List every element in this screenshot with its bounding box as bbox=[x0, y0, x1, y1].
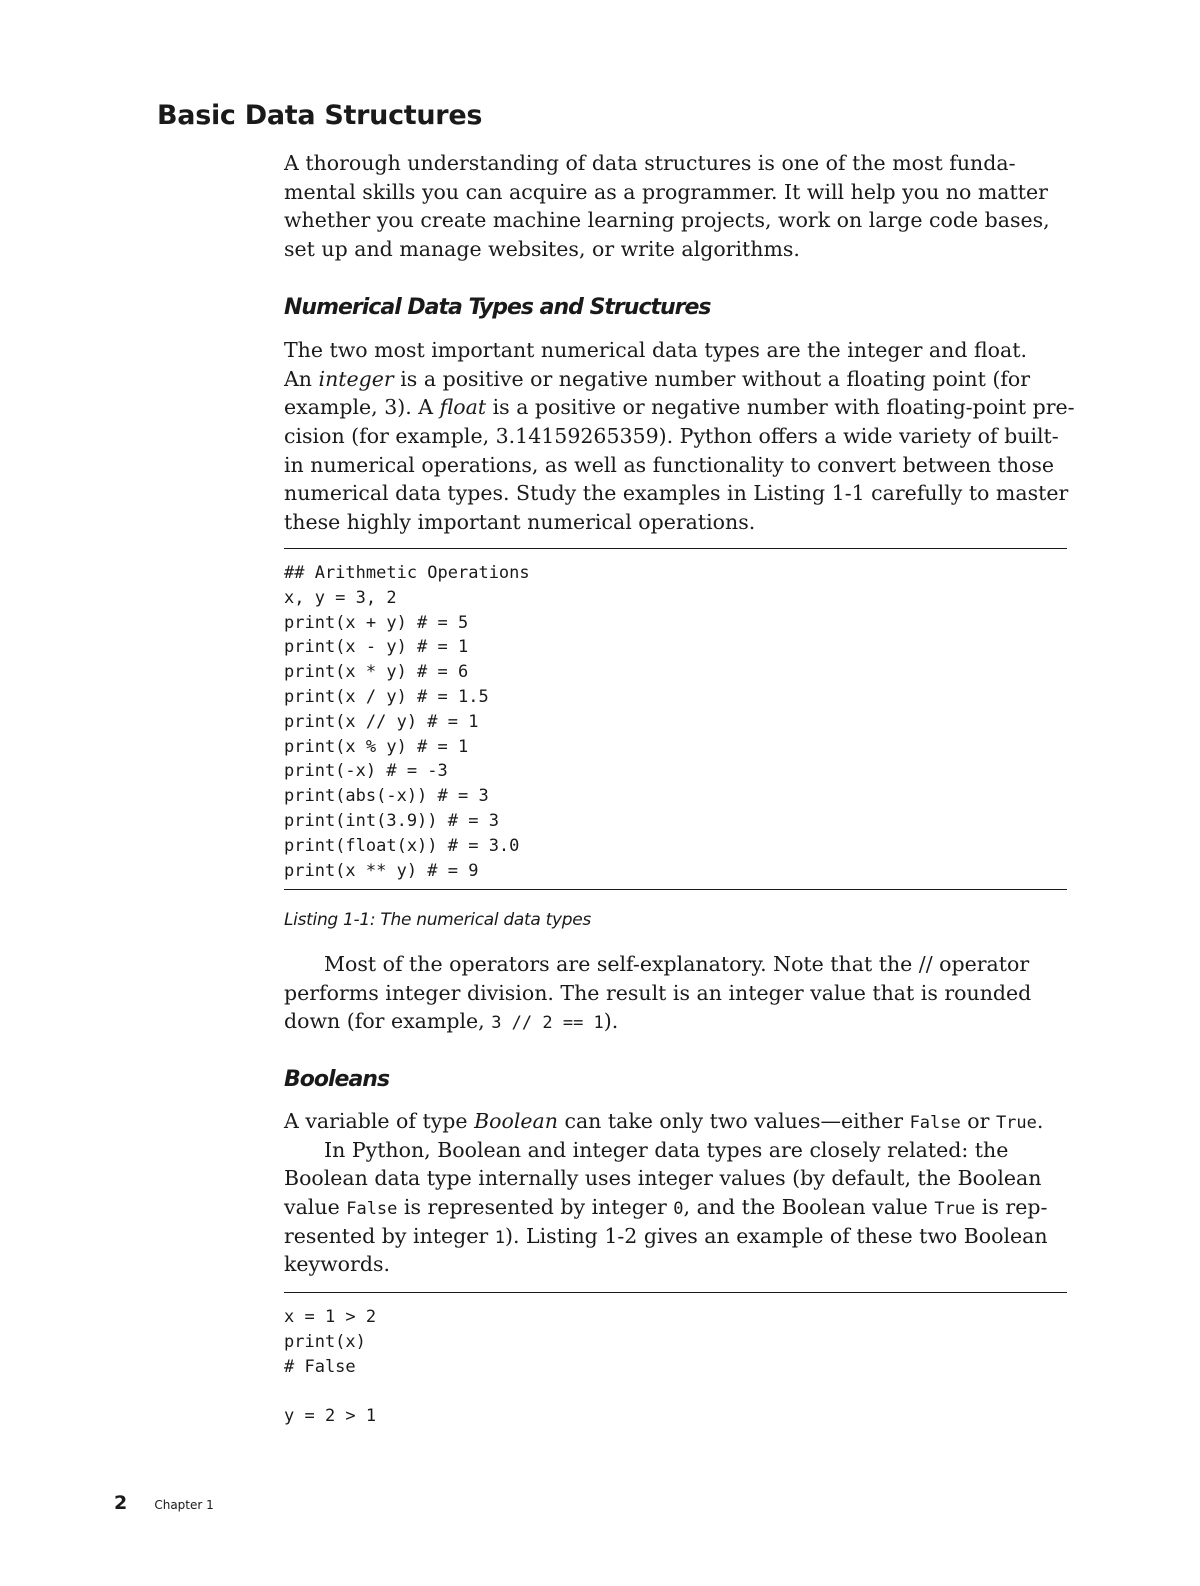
code-line: ## Arithmetic Operations bbox=[284, 563, 530, 583]
booleans-line: In Python, Boolean and integer data types are closely related: the bbox=[324, 1137, 1009, 1162]
numerical-line: these highly important numerical operations. bbox=[284, 510, 756, 535]
text-run: A variable of type bbox=[284, 1109, 475, 1133]
code-line: # False bbox=[284, 1356, 356, 1377]
inline-code: 3 // 2 == 1 bbox=[491, 1013, 604, 1034]
operators-line: performs integer division. The result is an integer value that is rounded bbox=[284, 980, 1032, 1005]
code-line: y = 2 > 1 bbox=[284, 1406, 377, 1427]
inline-code: 1 bbox=[494, 1227, 505, 1248]
code-listing-2 bbox=[284, 1305, 376, 1429]
inline-code: True bbox=[934, 1199, 976, 1220]
intro-line: mental skills you can acquire as a programmer. It will help you no matter bbox=[284, 179, 1048, 204]
text-run: is a positive or negative number with floating-point pre- bbox=[486, 395, 1075, 420]
page-number: 2 bbox=[114, 1492, 128, 1514]
booleans-line bbox=[284, 1193, 1074, 1222]
booleans-line: Boolean data type internally uses integer values (by default, the Boolean bbox=[284, 1166, 1042, 1191]
code-line: print(x / y) # = 1.5 bbox=[284, 686, 489, 707]
text-run: . bbox=[1036, 1109, 1044, 1133]
text-run: example, 3). A bbox=[284, 395, 440, 420]
subheading-numerical: Numerical Data Types and Structures bbox=[284, 295, 711, 320]
intro-line: whether you create machine learning projects, work on large code bases, bbox=[284, 208, 1050, 233]
text-run: is a positive or negative number without a floating point (for bbox=[393, 366, 1031, 391]
inline-code: False bbox=[346, 1199, 398, 1220]
numerical-line: cision (for example, 3.14159265359). Python offers a wide variety of built- bbox=[284, 424, 1059, 449]
listing2-top-rule bbox=[284, 1292, 1067, 1293]
booleans-paragraph bbox=[284, 1107, 1074, 1279]
text-run: , and the Boolean value bbox=[683, 1195, 935, 1220]
operators-line bbox=[284, 1007, 1074, 1036]
inline-code: 0 bbox=[673, 1199, 684, 1220]
text-run: down (for example, bbox=[284, 1009, 492, 1034]
numerical-paragraph bbox=[284, 336, 1074, 537]
term-float: float bbox=[439, 395, 487, 420]
numerical-line: The two most important numerical data types are the integer and float. bbox=[284, 338, 1027, 362]
code-line: print(int(3.9)) # = 3 bbox=[284, 810, 499, 831]
code-line: print(-x) # = -3 bbox=[284, 761, 448, 782]
booleans-line: keywords. bbox=[284, 1252, 390, 1277]
numerical-line: numerical data types. Study the examples in Listing 1-1 carefully to master bbox=[284, 481, 1069, 506]
numerical-line bbox=[284, 393, 1074, 422]
code-line: print(x ** y) # = 9 bbox=[284, 860, 479, 881]
booleans-line bbox=[284, 1222, 1074, 1251]
operators-paragraph bbox=[284, 950, 1074, 1036]
text-run: ). bbox=[603, 1009, 619, 1034]
code-line: print(x + y) # = 5 bbox=[284, 612, 469, 633]
page-footer bbox=[114, 1492, 214, 1514]
text-run: is rep- bbox=[975, 1195, 1048, 1220]
text-run: An bbox=[284, 366, 319, 391]
text-run: resented by integer bbox=[284, 1223, 495, 1248]
numerical-line bbox=[284, 365, 1074, 394]
text-run: is represented by integer bbox=[397, 1195, 674, 1220]
term-boolean: Boolean bbox=[474, 1109, 558, 1133]
operators-line: Most of the operators are self-explanatory. Note that the // operator bbox=[324, 952, 1030, 976]
text-run: value bbox=[284, 1195, 347, 1220]
code-line: print(float(x)) # = 3.0 bbox=[284, 835, 520, 856]
listing-top-rule bbox=[284, 548, 1067, 549]
text-run: ). Listing 1-2 gives an example of these two Boolean bbox=[504, 1223, 1048, 1248]
code-line bbox=[284, 1379, 376, 1404]
listing-caption: Listing 1-1: The numerical data types bbox=[284, 910, 591, 930]
code-line: print(abs(-x)) # = 3 bbox=[284, 786, 489, 807]
term-integer: integer bbox=[318, 366, 394, 391]
listing-bottom-rule bbox=[284, 889, 1067, 890]
code-line: print(x % y) # = 1 bbox=[284, 736, 469, 757]
inline-code: False bbox=[909, 1113, 961, 1133]
code-line: print(x) bbox=[284, 1331, 366, 1352]
intro-line: A thorough understanding of data structures is one of the most funda- bbox=[284, 151, 1016, 175]
code-line: print(x - y) # = 1 bbox=[284, 637, 469, 658]
code-line: x, y = 3, 2 bbox=[284, 587, 397, 608]
booleans-line bbox=[284, 1107, 1074, 1136]
code-line: print(x // y) # = 1 bbox=[284, 711, 479, 732]
numerical-line: in numerical operations, as well as functionality to convert between those bbox=[284, 452, 1055, 477]
code-listing-1 bbox=[284, 561, 530, 883]
text-run: or bbox=[960, 1109, 996, 1133]
code-line: x = 1 > 2 bbox=[284, 1307, 377, 1327]
chapter-label: Chapter 1 bbox=[154, 1498, 214, 1512]
subheading-booleans: Booleans bbox=[284, 1067, 390, 1092]
section-heading: Basic Data Structures bbox=[157, 100, 483, 131]
text-run: can take only two values—either bbox=[557, 1109, 910, 1133]
intro-line: set up and manage websites, or write algorithms. bbox=[284, 237, 800, 262]
code-line: print(x * y) # = 6 bbox=[284, 662, 469, 683]
intro-paragraph bbox=[284, 149, 1074, 264]
inline-code: True bbox=[995, 1113, 1037, 1133]
